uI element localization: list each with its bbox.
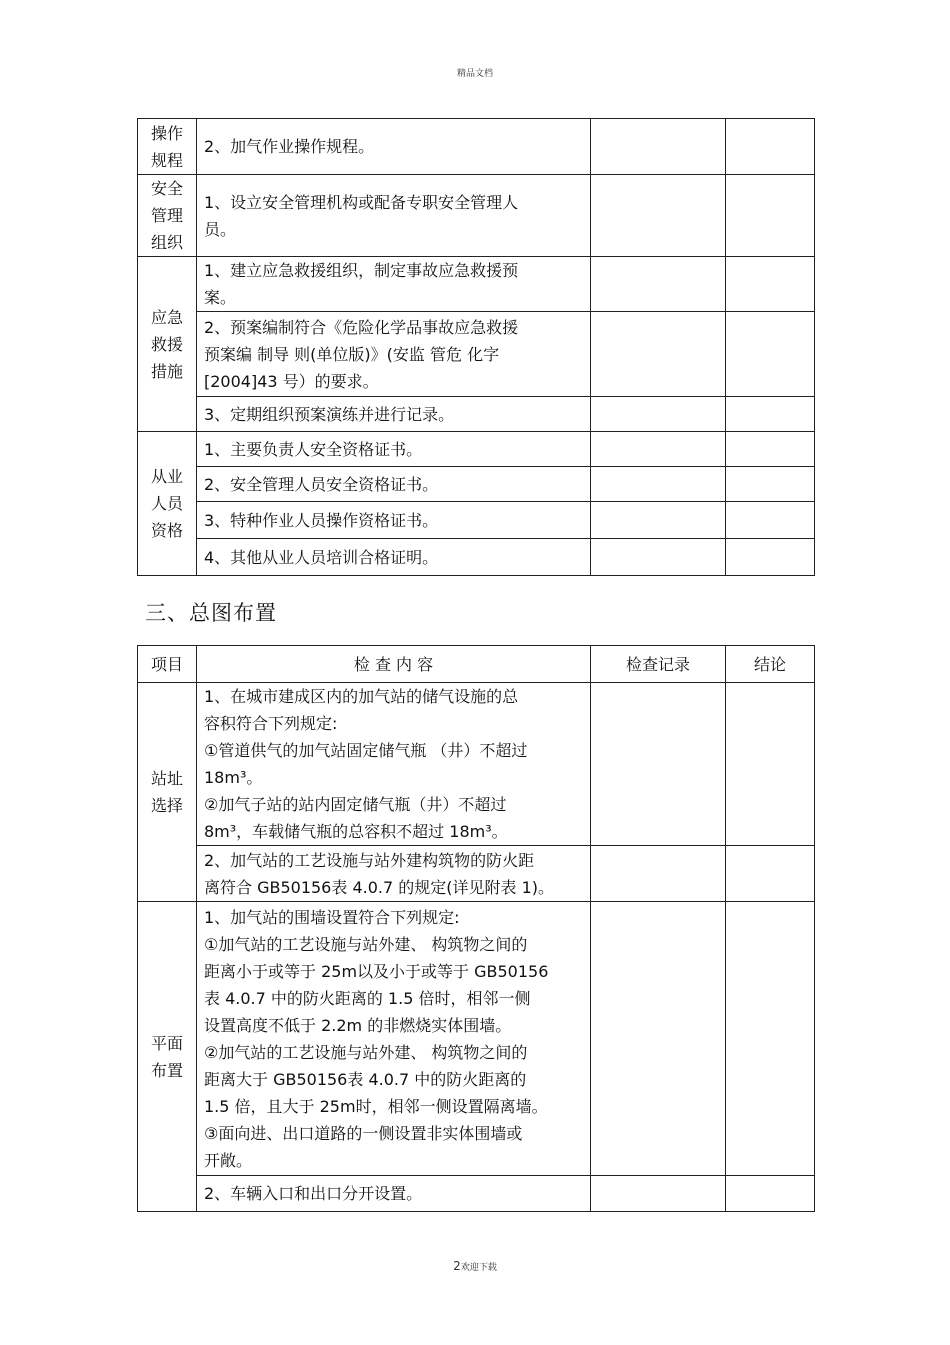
check-content-text: 离符合 GB50156表 4.0.7 的规定(详见附表 1)。 (204, 877, 554, 897)
check-content-text: ①管道供气的加气站固定储气瓶 （井）不超过 (204, 741, 528, 760)
check-content-text: 8m³，车载储气瓶的总容积不超过 18m³。 (204, 822, 508, 841)
check-content-cell (197, 846, 591, 902)
category-cell (138, 175, 197, 257)
check-content-cell (197, 1176, 591, 1212)
category-cell (138, 119, 197, 175)
category-label: 规程 (150, 150, 183, 170)
check-content-text: 距离小于或等于 25m以及小于或等于 GB50156 (204, 961, 549, 981)
table-row (138, 502, 815, 539)
category-label: 救援 (150, 334, 183, 354)
table-row (138, 1176, 815, 1212)
conclusion-cell[interactable] (726, 502, 815, 539)
table-row (138, 902, 815, 1176)
conclusion-cell[interactable] (726, 175, 815, 257)
check-content-text: 1、设立安全管理机构或配备专职安全管理人 (204, 192, 519, 212)
header-content: 检 查 内 容 (197, 646, 591, 683)
category-label: 应急 (150, 307, 183, 327)
category-cell (138, 902, 197, 1212)
conclusion-cell[interactable] (726, 257, 815, 312)
conclusion-cell[interactable] (726, 539, 815, 576)
category-label: 操作 (150, 123, 183, 143)
table-row (138, 175, 815, 257)
check-content-text: 2、预案编制符合《危险化学品事故应急救援 (204, 317, 519, 337)
conclusion-cell[interactable] (726, 846, 815, 902)
category-label: 人员 (150, 494, 183, 513)
check-content-text: 1、在城市建成区内的加气站的储气设施的总 (204, 687, 519, 706)
inspection-table-1 (137, 118, 815, 576)
record-cell[interactable] (591, 502, 726, 539)
record-cell[interactable] (591, 312, 726, 397)
record-cell[interactable] (591, 846, 726, 902)
table-row (138, 119, 815, 175)
page-footer (0, 1259, 950, 1273)
record-cell[interactable] (591, 902, 726, 1176)
check-content-cell (197, 467, 591, 502)
category-label: 管理 (150, 206, 183, 225)
category-label: 从业 (150, 467, 183, 486)
table-row (138, 467, 815, 502)
check-content-cell (197, 397, 591, 432)
record-cell[interactable] (591, 432, 726, 467)
check-content-text: ②加气子站的站内固定储气瓶（井）不超过 (204, 795, 507, 814)
check-content-text: 表 4.0.7 中的防火距离的 1.5 倍时，相邻一侧 (204, 988, 531, 1008)
category-label: 资格 (150, 521, 183, 540)
conclusion-cell[interactable] (726, 119, 815, 175)
record-cell[interactable] (591, 539, 726, 576)
category-cell (138, 257, 197, 432)
conclusion-cell[interactable] (726, 397, 815, 432)
check-content-text: 1、建立应急救援组织，制定事故应急救援预 (204, 261, 519, 280)
category-cell (138, 432, 197, 576)
check-content-cell (197, 683, 591, 846)
header-item: 项目 (138, 646, 197, 683)
check-content-text: ③面向进、出口道路的一侧设置非实体围墙或 (204, 1123, 523, 1143)
record-cell[interactable] (591, 397, 726, 432)
conclusion-cell[interactable] (726, 683, 815, 846)
check-content-text: 1、加气站的围墙设置符合下列规定: (204, 907, 460, 927)
check-content-text: 2、车辆入口和出口分开设置。 (204, 1184, 423, 1203)
table-row (138, 539, 815, 576)
check-content-text: 容积符合下列规定: (204, 714, 338, 733)
category-label: 平面 (150, 1033, 183, 1053)
check-content-cell (197, 312, 591, 397)
section-heading: 三、总图布置 (145, 601, 277, 625)
check-content-text: ②加气站的工艺设施与站外建、 构筑物之间的 (204, 1042, 528, 1062)
check-content-text: [2004]43 号）的要求。 (204, 371, 379, 391)
category-label: 措施 (150, 361, 183, 381)
check-content-text: 开敞。 (204, 1150, 253, 1170)
check-content-cell (197, 432, 591, 467)
page-header: 精品文档 (456, 69, 493, 79)
check-content-text: 预案编 制导 则(单位版)》(安监 管危 化字 (204, 344, 500, 364)
conclusion-cell[interactable] (726, 467, 815, 502)
check-content-cell (197, 257, 591, 312)
header-conclusion: 结论 (726, 646, 815, 683)
check-content-text: 3、定期组织预案演练并进行记录。 (204, 404, 455, 424)
check-content-cell (197, 119, 591, 175)
table-row (138, 397, 815, 432)
category-label: 安全 (150, 179, 183, 198)
table-row (138, 257, 815, 312)
table-row (138, 683, 815, 846)
check-content-text: 18m³。 (204, 768, 263, 787)
check-content-text: 距离大于 GB50156表 4.0.7 中的防火距离的 (204, 1069, 527, 1089)
table-row (138, 846, 815, 902)
conclusion-cell[interactable] (726, 432, 815, 467)
check-content-text: 案。 (204, 288, 237, 307)
check-content-text: 2、加气作业操作规程。 (204, 137, 375, 156)
table-row (138, 312, 815, 397)
record-cell[interactable] (591, 1176, 726, 1212)
category-label: 组织 (150, 233, 183, 252)
check-content-cell (197, 502, 591, 539)
check-content-text: 员。 (204, 219, 237, 239)
conclusion-cell[interactable] (726, 312, 815, 397)
check-content-text: 1、主要负责人安全资格证书。 (204, 439, 423, 459)
category-cell (138, 683, 197, 902)
check-content-text: 4、其他从业人员培训合格证明。 (204, 547, 439, 567)
page-number: 2 (453, 1259, 461, 1273)
check-content-text: ①加气站的工艺设施与站外建、 构筑物之间的 (204, 934, 528, 954)
check-content-cell (197, 902, 591, 1176)
check-content-text: 2、加气站的工艺设施与站外建构筑物的防火距 (204, 850, 535, 870)
check-content-cell (197, 175, 591, 257)
conclusion-cell[interactable] (726, 1176, 815, 1212)
check-content-text: 1.5 倍，且大于 25m时，相邻一侧设置隔离墙。 (204, 1096, 548, 1116)
check-content-text: 设置高度不低于 2.2m 的非燃烧实体围墙。 (204, 1015, 512, 1035)
category-label: 布置 (150, 1060, 183, 1080)
conclusion-cell[interactable] (726, 902, 815, 1176)
table-row (138, 432, 815, 467)
check-content-text: 2、安全管理人员安全资格证书。 (204, 474, 439, 494)
check-content-text: 3、特种作业人员操作资格证书。 (204, 510, 439, 530)
category-label: 站址 (150, 769, 183, 788)
record-cell[interactable] (591, 683, 726, 846)
inspection-table-2 (137, 645, 815, 1212)
category-label: 选择 (150, 796, 183, 815)
check-content-cell (197, 539, 591, 576)
record-cell[interactable] (591, 119, 726, 175)
record-cell[interactable] (591, 467, 726, 502)
record-cell[interactable] (591, 257, 726, 312)
header-record: 检查记录 (591, 646, 726, 683)
footer-text: 欢迎下载 (460, 1263, 497, 1273)
record-cell[interactable] (591, 175, 726, 257)
